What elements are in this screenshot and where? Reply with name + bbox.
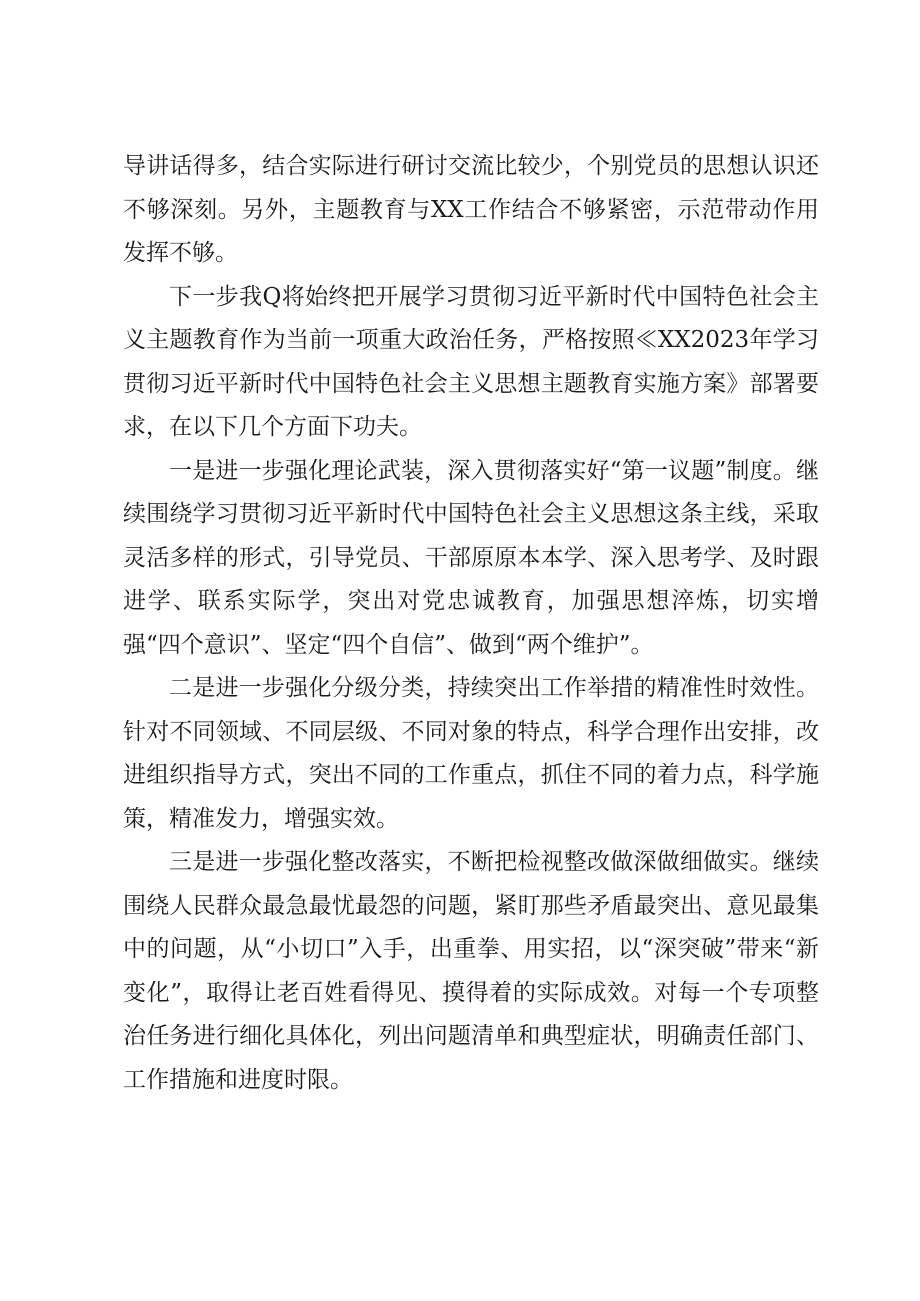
paragraph-point-two: 二是进一步强化分级分类，持续突出工作举措的精准性时效性。针对不同领域、不同层级、不同对象的特点，科学合理作出安排，改进组织指导方式，突出不同的工作重点，抓住不同的着力点，科学施策，精准发力，增强实效。	[123, 675, 819, 832]
paragraph-next-steps: 下一步我Q将始终把开展学习贯彻习近平新时代中国特色社会主义主题教育作为当前一项重大政治任务，严格按照≪XX2023年学习贯彻习近平新时代中国特色社会主义思想主题教育实施方案》部署要求，在以下几个方面下功夫。	[123, 283, 819, 440]
paragraph-point-three: 三是进一步强化整改落实，不断把检视整改做深做细做实。继续围绕人民群众最急最忧最怨的问题，紧盯那些矛盾最突出、意见最集中的问题，从“小切口”入手，出重拳、用实招，以“深突破”带来“新变化”，取得让老百姓看得见、摸得着的实际成效。对每一个专项整治任务进行细化具体化，列出问题清单和典型症状，明确责任部门、工作措施和进度时限。	[123, 849, 819, 1093]
paragraph-continuation: 导讲话得多，结合实际进行研讨交流比较少，个别党员的思想认识还不够深刻。另外，主题教育与XX工作结合不够紧密，示范带动作用发挥不够。	[123, 153, 819, 266]
document-body	[123, 145, 819, 1102]
paragraph-point-one: 一是进一步强化理论武装，深入贯彻落实好“第一议题”制度。继续围绕学习贯彻习近平新时代中国特色社会主义思想这条主线，采取灵活多样的形式，引导党员、干部原原本本学、深入思考学、及时跟进学、联系实际学，突出对党忠诚教育，加强思想淬炼，切实增强“四个意识”、坚定“四个自信”、做到“两个维护”。	[123, 457, 819, 658]
